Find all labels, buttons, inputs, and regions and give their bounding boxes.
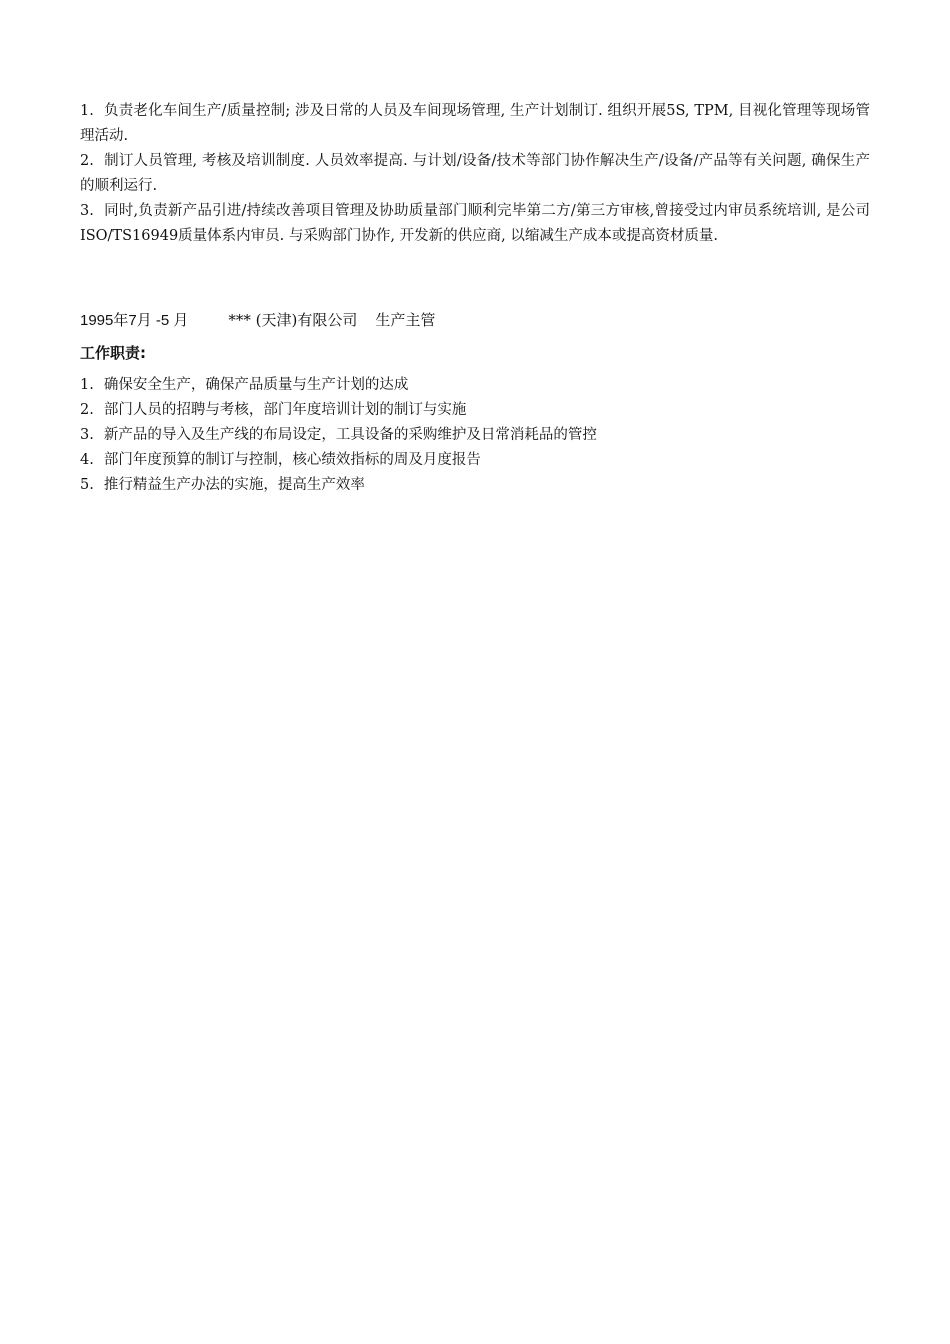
item-number: 5. — [80, 477, 94, 493]
job-header — [80, 308, 435, 333]
item-number: 1. — [80, 377, 94, 393]
item-text: 部门人员的招聘与考核，部门年度培训计划的制订与实施 — [103, 402, 467, 418]
item-number: 4. — [80, 452, 94, 468]
responsibility-item — [80, 99, 870, 149]
item-text: 新产品的导入及生产线的布局设定，工具设备的采购维护及日常消耗品的管控 — [103, 427, 597, 443]
item-number: 3. — [80, 427, 94, 443]
job-company: *** (天津)有限公司 — [228, 311, 358, 329]
duties-heading: 工作职责: — [80, 344, 146, 362]
item-text: 推行精益生产办法的实施，提高生产效率 — [103, 477, 365, 493]
item-number: 3. — [80, 203, 94, 219]
item-text: 负责老化车间生产/质量控制; 涉及日常的人员及车间现场管理, 生产计划制订. 组织开展5S, TPM, 目视化管理等现场管理活动. — [80, 103, 870, 144]
duty-item — [80, 448, 481, 473]
item-text: 制订人员管理, 考核及培训制度. 人员效率提高. 与计划/设备/技术等部门协作解决生产/设备/产品等有关问题, 确保生产的顺利运行. — [80, 153, 870, 194]
responsibility-item — [80, 199, 870, 249]
job-position: 生产主管 — [375, 311, 436, 329]
item-number: 2. — [80, 153, 94, 169]
item-number: 2. — [80, 402, 94, 418]
duty-item — [80, 398, 466, 423]
item-number: 1. — [80, 103, 94, 119]
responsibility-item — [80, 149, 870, 199]
item-text: 确保安全生产，确保产品质量与生产计划的达成 — [103, 377, 409, 393]
item-text: 部门年度预算的制订与控制，核心绩效指标的周及月度报告 — [103, 452, 481, 468]
item-text: 同时,负责新产品引进/持续改善项目管理及协助质量部门顺利完毕第二方/第三方审核,曾接受过内审员系统培训, 是公司ISO/TS16949质量体系内审员. 与采购部门协作, 开发新的供应商, 以缩减生产成本或提高资材质量. — [80, 203, 870, 244]
duty-item — [80, 423, 597, 448]
job-date-range: 1995年7月 -5 月 — [80, 312, 189, 329]
duty-item — [80, 373, 408, 398]
duty-item — [80, 473, 365, 498]
